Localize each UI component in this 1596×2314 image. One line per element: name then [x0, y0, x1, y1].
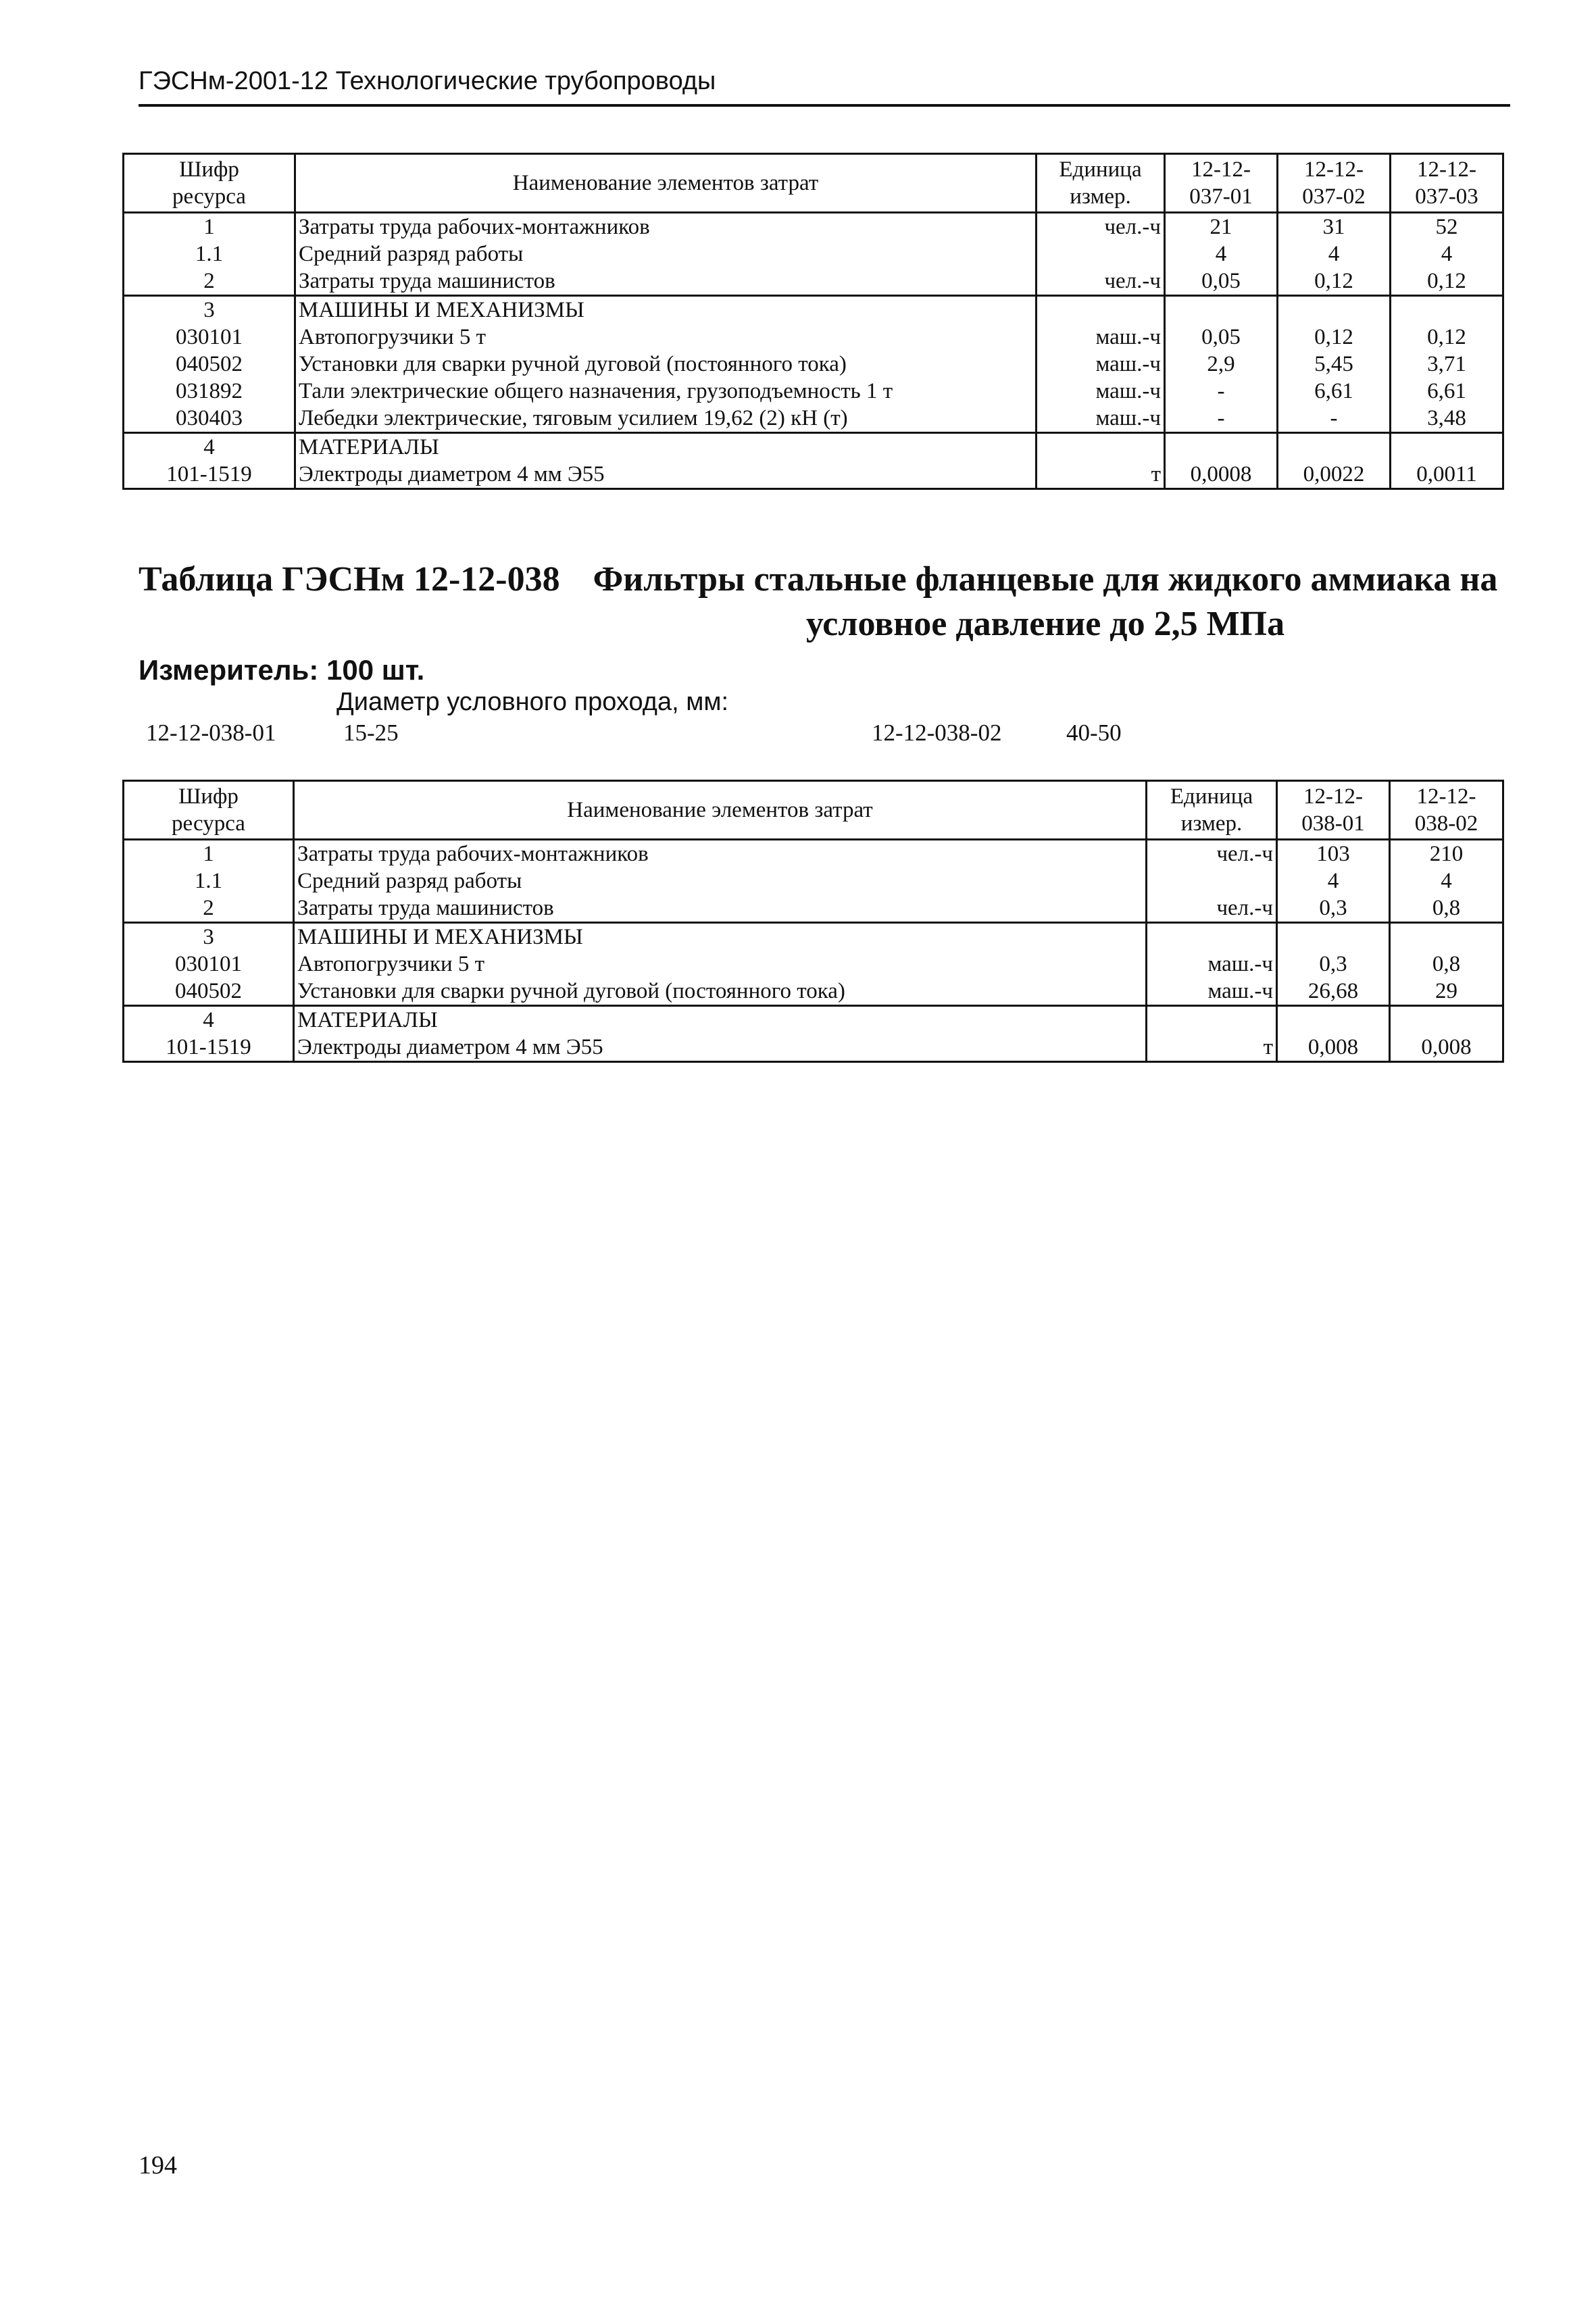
table-row: 031892 Тали электрические общего назначения, грузоподъемность 1 т маш.-ч - 6,61 6,61	[124, 378, 1503, 405]
table-row: 030101 Автопогрузчики 5 т маш.-ч 0,05 0,12 0,12	[124, 324, 1503, 351]
table-title: Фильтры стальные фланцевые для жидкого аммиака на условное давление до 2,5 МПа	[593, 560, 1498, 643]
table-row: 2 Затраты труда машинистов чел.-ч 0,05 0,12 0,12	[124, 268, 1503, 296]
table-row-section-machines: 3 МАШИНЫ И МЕХАНИЗМЫ	[124, 296, 1503, 324]
page-header: ГЭСНм-2001-12 Технологические трубопроводы	[139, 62, 1510, 107]
table-row-section-materials: 4 МАТЕРИАЛЫ	[124, 433, 1503, 461]
table-header-row	[124, 154, 1503, 213]
table-label: Таблица ГЭСНм 12-12-038	[139, 560, 560, 599]
diameter-value-02: 40-50	[1066, 720, 1122, 746]
resource-table-037	[122, 153, 1504, 490]
table-row: 1.1 Средний разряд работы 4 4	[124, 867, 1503, 895]
table-row: 040502 Установки для сварки ручной дуговой (постоянного тока) маш.-ч 2,9 5,45 3,71	[124, 351, 1503, 378]
table-row: 1 Затраты труда рабочих-монтажников чел.-ч 103 210	[124, 840, 1503, 868]
diameter-code-01: 12-12-038-01	[146, 720, 276, 746]
table-row: 030403 Лебедки электрические, тяговым усилием 19,62 (2) кН (т) маш.-ч - - 3,48	[124, 405, 1503, 433]
diameter-label: Диаметр условного прохода, мм:	[336, 688, 729, 716]
table-row: 1.1 Средний разряд работы 4 4 4	[124, 241, 1503, 268]
col-header-name: Наименование элементов затрат	[295, 154, 1037, 213]
table-row: 101-1519 Электроды диаметром 4 мм Э55 т 0,0008 0,0022 0,0011	[124, 461, 1503, 489]
col-header-code: Шифр ресурса	[124, 154, 295, 213]
unit-of-measure: Измеритель: 100 шт.	[139, 654, 425, 686]
table-row-section-machines: 3 МАШИНЫ И МЕХАНИЗМЫ	[124, 923, 1503, 951]
diameter-value-01: 15-25	[343, 720, 399, 746]
col-header-unit: Единица измер.	[1147, 781, 1277, 840]
col-header-code: Шифр ресурса	[124, 781, 294, 840]
table-row: 040502 Установки для сварки ручной дуговой (постоянного тока) маш.-ч 26,68 29	[124, 978, 1503, 1006]
col-header-037-01: 12-12- 037-01	[1165, 154, 1278, 213]
page-number: 194	[139, 2151, 177, 2180]
col-header-037-03: 12-12- 037-03	[1391, 154, 1503, 213]
col-header-037-02: 12-12- 037-02	[1278, 154, 1391, 213]
col-header-unit: Единица измер.	[1037, 154, 1165, 213]
table-row: 1 Затраты труда рабочих-монтажников чел.-ч 21 31 52	[124, 213, 1503, 241]
table-row-section-materials: 4 МАТЕРИАЛЫ	[124, 1006, 1503, 1034]
diameter-code-02: 12-12-038-02	[872, 720, 1002, 746]
table-row: 101-1519 Электроды диаметром 4 мм Э55 т 0,008 0,008	[124, 1034, 1503, 1062]
resource-table-038	[122, 780, 1504, 1063]
col-header-038-02: 12-12- 038-02	[1390, 781, 1503, 840]
col-header-name: Наименование элементов затрат	[294, 781, 1147, 840]
col-header-038-01: 12-12- 038-01	[1277, 781, 1390, 840]
table-row: 030101 Автопогрузчики 5 т маш.-ч 0,3 0,8	[124, 951, 1503, 978]
table-row: 2 Затраты труда машинистов чел.-ч 0,3 0,8	[124, 895, 1503, 923]
table-header-row	[124, 781, 1503, 840]
